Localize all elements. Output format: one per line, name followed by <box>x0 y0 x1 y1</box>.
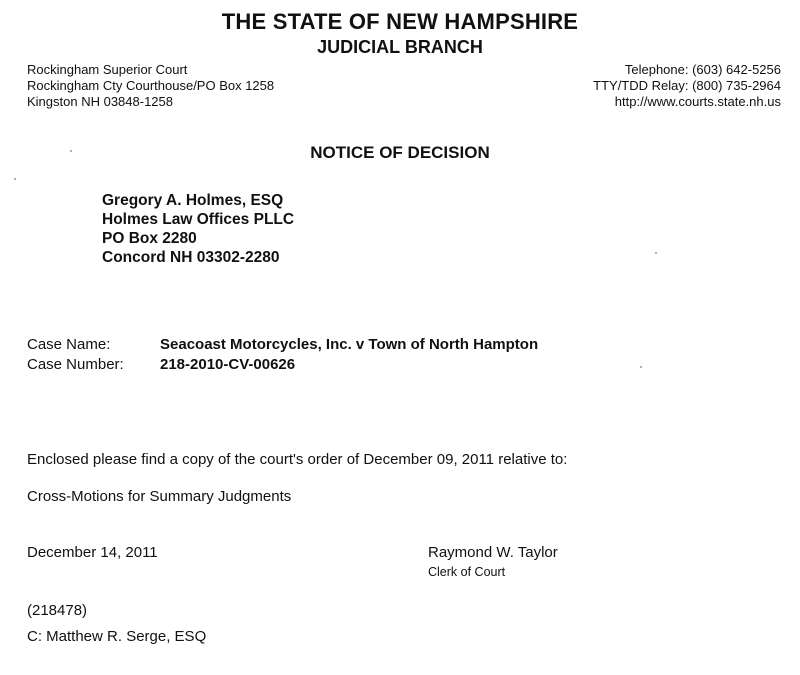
scan-speck <box>14 178 16 180</box>
carbon-copy: C: Matthew R. Serge, ESQ <box>27 628 207 645</box>
court-city: Kingston NH 03848-1258 <box>27 94 173 109</box>
recipient-firm: Holmes Law Offices PLLC <box>102 211 295 228</box>
recipient-name: Gregory A. Holmes, ESQ <box>102 192 284 209</box>
notice-date: December 14, 2011 <box>27 544 158 561</box>
reference-number: (218478) <box>27 602 88 619</box>
order-subject: Cross-Motions for Summary Judgments <box>27 488 292 505</box>
case-name-label: Case Name: <box>27 336 111 353</box>
court-name: Rockingham Superior Court <box>27 62 188 77</box>
court-street: Rockingham Cty Courthouse/PO Box 1258 <box>27 78 275 93</box>
recipient-city: Concord NH 03302-2280 <box>102 249 280 266</box>
tty-relay: TTY/TDD Relay: (800) 735-2964 <box>593 78 781 93</box>
scan-speck <box>70 150 72 152</box>
scan-speck <box>655 252 657 254</box>
clerk-name: Raymond W. Taylor <box>428 544 558 561</box>
enclosed-text: Enclosed please find a copy of the court's order of December 09, 2011 relative to: <box>27 451 568 468</box>
telephone: Telephone: (603) 642-5256 <box>624 62 781 77</box>
state-title: THE STATE OF NEW HAMPSHIRE <box>221 9 579 34</box>
case-name-value: Seacoast Motorcycles, Inc. v Town of North Hampton <box>160 336 539 353</box>
website: http://www.courts.state.nh.us <box>614 94 781 109</box>
court-contact <box>593 62 781 110</box>
case-number-value: 218-2010-CV-00626 <box>160 356 296 373</box>
clerk-title: Clerk of Court <box>428 565 506 579</box>
branch-subtitle: JUDICIAL BRANCH <box>317 37 483 57</box>
notice-title: NOTICE OF DECISION <box>310 143 490 162</box>
case-number-label: Case Number: <box>27 356 124 373</box>
recipient-address <box>102 191 294 267</box>
recipient-po-box: PO Box 2280 <box>102 230 197 247</box>
court-address <box>27 62 274 110</box>
scan-speck <box>640 366 642 368</box>
